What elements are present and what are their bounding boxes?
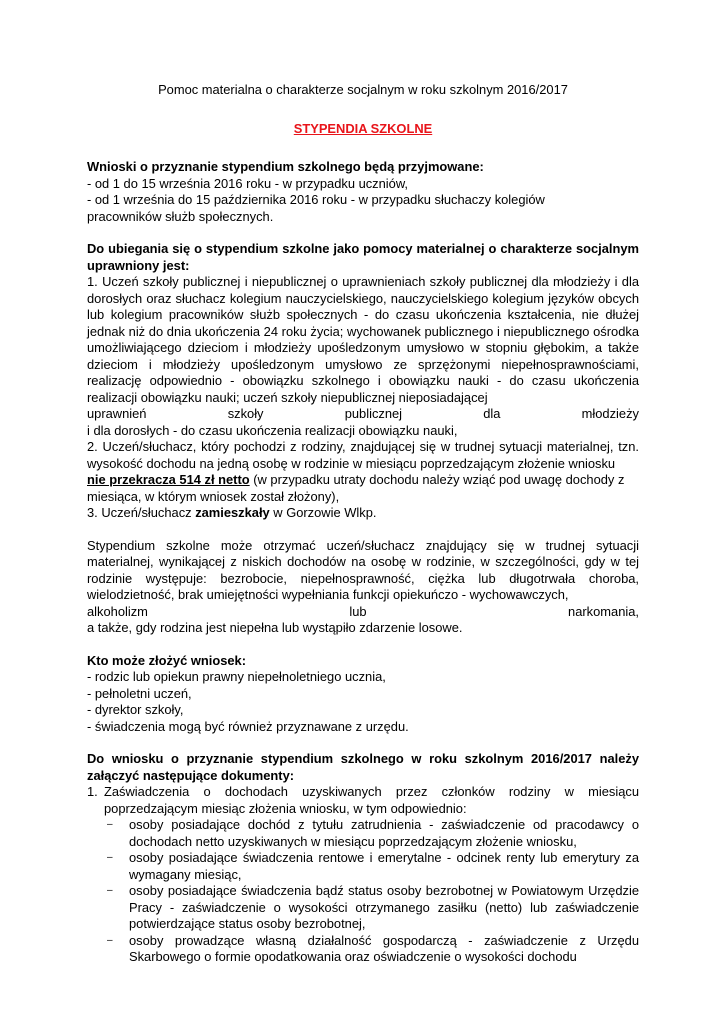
documents-heading: Do wniosku o przyznanie stypendium szkolnego w roku szkolnym 2016/2017 należy załączyć następujące dokumenty: [87, 751, 639, 783]
document-page [87, 82, 639, 966]
list-item-text: osoby posiadające świadczenia rentowe i emerytalne - odcinek renty lub emerytury za wymagany miesiąc, [129, 850, 639, 882]
circumstances-paragraph: Stypendium szkolne może otrzymać uczeń/słuchacz znajdujący się w trudnej sytuacji materialnej, wynikającej z niskich dochodów na osobę w rodzinie, w szczególności, gdy w tej rodzinie występuje: bezrobocie, niepełnosprawność, ciężka lub długotrwała choroba, wielodzietność, brak umiejętności wypełniania funkcji opiekuńczo - wychowawczych, [87, 537, 639, 602]
applicant-item: - rodzic lub opiekun prawny niepełnoletniego ucznia, [87, 669, 386, 684]
deadline-line-1: - od 1 do 15 września 2016 roku - w przypadku uczniów, [87, 175, 409, 191]
deadline-heading: Wnioski o przyznanie stypendium szkolnego będą przyjmowane: [87, 159, 484, 174]
applicant-item: - świadczenia mogą być również przyznawane z urzędu. [87, 718, 409, 734]
eligibility-point-2-cont [87, 472, 639, 505]
spread-word: uprawnień [87, 406, 147, 421]
list-item-text: Zaświadczenia o dochodach uzyskiwanych przez członków rodziny w miesiącu poprzedzającym miesiąc złożenia wniosku, w tym odpowiednio: [104, 784, 639, 816]
eligibility-point-3-a: 3. Uczeń/słuchacz [87, 505, 196, 520]
list-item-text: osoby posiadające świadczenia bądź status osoby bezrobotnej w Powiatowym Urzędzie Pracy - zaświadczenie o wysokości otrzymanego zasiłku (netto) lub zaświadczenie potwierdzające status osoby bezrobotnej, [129, 883, 639, 931]
spread-word: dla [483, 406, 501, 421]
deadline-line-2: - od 1 września do 15 października 2016 roku - w przypadku słuchaczy kolegiów pracowników służb społecznych. [87, 192, 545, 224]
section-title: STYPENDIA SZKOLNE [293, 120, 433, 136]
eligibility-point-3-b: w Gorzowie Wlkp. [269, 505, 377, 520]
applicants-heading: Kto może złożyć wniosek: [87, 652, 247, 668]
income-documents-list [87, 817, 639, 966]
eligibility-point-2-rest: (w przypadku utraty dochodu należy wziąć pod uwagę dochody z miesiąca, w którym wniosek został złożony), [87, 472, 625, 504]
dash-bullet: – [107, 885, 113, 896]
list-item [87, 817, 639, 850]
eligibility-point-2: 2. Uczeń/słuchacz, który pochodzi z rodziny, znajdującej się w trudnej sytuacji materialnej, tzn. wysokość dochodu na jedną osobę w rodzinie w miesiącu poprzedzającym złożenie wniosku [87, 439, 639, 471]
spread-word: młodzieży [581, 406, 639, 421]
list-item [87, 883, 639, 933]
list-item [87, 933, 639, 966]
eligibility-point-3 [87, 505, 639, 522]
spread-word: narkomania, [568, 603, 639, 619]
eligibility-point-1: 1. Uczeń szkoły publicznej i niepublicznej o uprawnieniach szkoły publicznej dla młodzieży i dla dorosłych oraz słuchacz kolegium nauczycielskiego, nauczycielskiego kolegium języków obcych lub kolegium pracowników służb społecznych - do czasu ukończenia kształcenia, nie dłużej jednak niż do dnia ukończenia 24 roku życia; wychowanek publicznego i niepublicznego ośrodka umożliwiającego dzieciom i młodzieży upośledzonym umysłowo w stopniu głębokim, a także dzieciom i młodzieży upośledzonym umysłowo ze sprzężonymi niepełnosprawnościami, realizację odpowiednio - obowiązku szkolnego i obowiązku nauki - do czasu ukończenia realizacji obowiązku nauki; uczeń szkoły niepublicznej nieposiadającej [87, 274, 639, 405]
eligibility-heading: Do ubiegania się o stypendium szkolne jako pomocy materialnej o charakterze socjalnym uprawniony jest: [87, 241, 639, 273]
list-item-text: osoby prowadzące własną działalność gospodarczą - zaświadczenie z Urzędu Skarbowego o formie opodatkowania oraz oświadczenie o wysokości dochodu [129, 932, 639, 964]
spread-word: szkoły [227, 406, 264, 421]
spread-word: alkoholizm [87, 603, 148, 619]
applicant-item: - pełnoletni uczeń, [87, 685, 192, 701]
list-item-number: 1. [87, 784, 98, 799]
page-title: Pomoc materialna o charakterze socjalnym w roku szkolnym 2016/2017 [158, 82, 568, 97]
spread-word: publicznej [344, 406, 403, 421]
circumstances-spread [87, 604, 639, 621]
residence-keyword: zamieszkały [195, 505, 270, 520]
dash-bullet: – [107, 852, 113, 863]
eligibility-point-1-end: i dla dorosłych - do czasu ukończenia realizacji obowiązku nauki, [87, 422, 458, 438]
eligibility-point-1-spread [87, 406, 639, 423]
applicant-item: - dyrektor szkoły, [87, 702, 184, 717]
list-item-text: osoby posiadające dochód z tytułu zatrudnienia - zaświadczenie od pracodawcy o dochodach netto uzyskiwanych w miesiącu poprzedzającym złożenie wniosku, [129, 817, 639, 849]
list-item [87, 850, 639, 883]
dash-bullet: – [107, 819, 113, 830]
documents-list [87, 784, 639, 817]
list-item [87, 784, 639, 817]
income-threshold: nie przekracza 514 zł netto [87, 472, 250, 487]
circumstances-end: a także, gdy rodzina jest niepełna lub wystąpiło zdarzenie losowe. [87, 620, 463, 635]
spread-word: lub [349, 603, 367, 619]
dash-bullet: – [107, 934, 113, 946]
